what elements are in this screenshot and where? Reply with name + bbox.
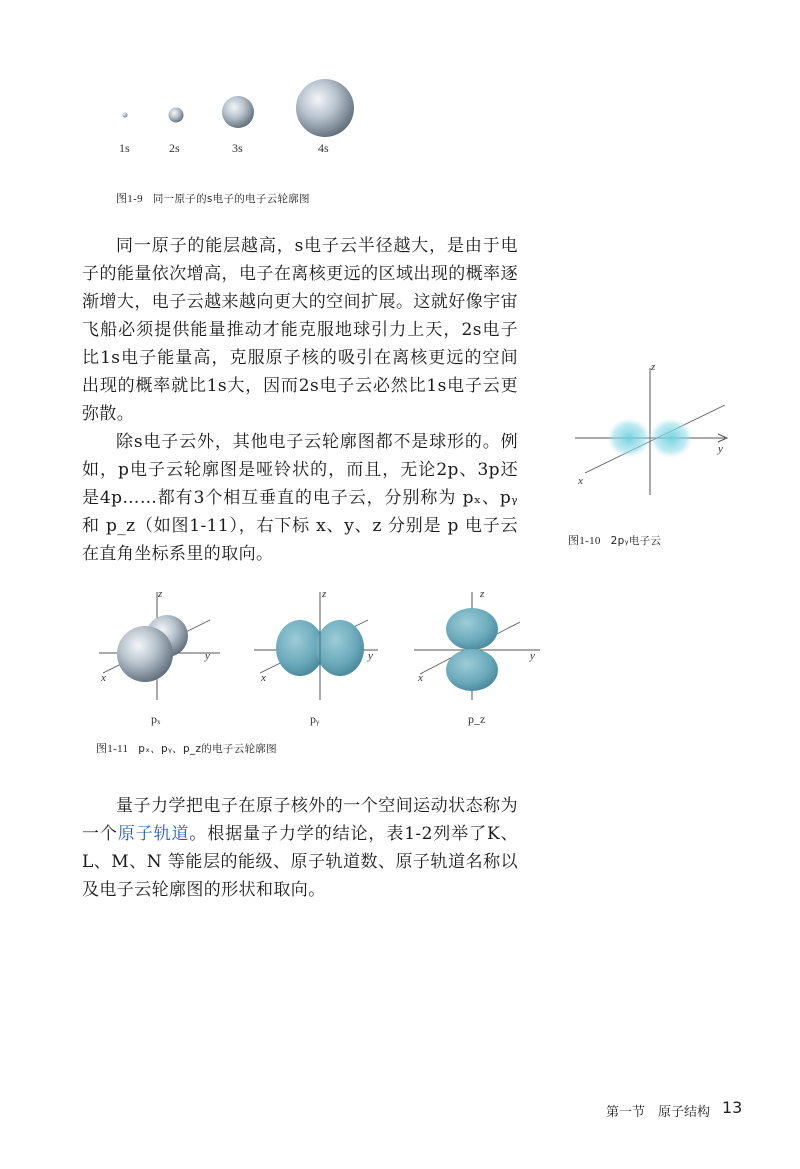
label-3s: 3s <box>232 141 243 155</box>
label-2s: 2s <box>169 141 180 155</box>
figure-1-11-caption <box>96 740 277 756</box>
label-4s: 4s <box>318 141 329 155</box>
paragraph-2: 除s电子云外，其他电子云轮廓图都不是球形的。例如，p电子云轮廓图是哑铃状的，而且，无论2p、3p还是4p……都有3个相互垂直的电子云，分别称为 pₓ、pᵧ 和 p_z（如图1-11），右下标 x、y、z 分别是 p 电子云在直角坐标系里的取向。 <box>82 432 518 564</box>
axis-z-label: z <box>651 361 656 373</box>
px-orbital <box>95 588 225 703</box>
axis-y-label: y <box>205 650 210 662</box>
caption-number: 图1-10 <box>568 535 601 547</box>
axis-y-label: y <box>530 650 535 662</box>
label-py: pᵧ <box>310 712 320 726</box>
axis-z-label: z <box>322 588 327 600</box>
paragraph-3-pre: 量子力学把电子在原子核外的一个空间运动状态称为一个 <box>82 796 518 844</box>
axis-z-label: z <box>158 588 163 600</box>
axis-x-label: x <box>261 672 266 684</box>
caption-text: 2pᵧ电子云 <box>610 535 662 547</box>
sphere-4s <box>296 79 354 137</box>
pz-orbital <box>410 588 545 703</box>
axis-x-label: x <box>101 672 106 684</box>
axis-y-label: y <box>718 443 723 455</box>
paragraph-3-post: 。根据量子力学的结论，表1-2列举了K、L、M、N 等能层的能级、原子轨道数、原子轨道名称以及电子云轮廓图的形状和取向。 <box>82 824 518 900</box>
paragraph-3 <box>82 792 518 904</box>
axis-x-label: x <box>418 672 423 684</box>
sphere-1s <box>123 113 128 118</box>
sphere-3s <box>222 96 254 128</box>
py-orbital <box>250 588 380 703</box>
axis-y-label: y <box>368 650 373 662</box>
figure-1-9-caption <box>116 190 310 206</box>
term-atomic-orbital: 原子轨道 <box>117 824 190 844</box>
caption-text: 同一原子的s电子的电子云轮廓图 <box>152 193 310 205</box>
axis-z-label: z <box>480 588 485 600</box>
sphere-2s <box>169 108 184 123</box>
footer-section-title: 第一节 原子结构 <box>606 1105 711 1120</box>
py-electron-cloud <box>565 360 745 500</box>
label-1s: 1s <box>119 141 130 155</box>
caption-number: 图1-9 <box>116 193 143 205</box>
page-number: 13 <box>722 1098 743 1117</box>
label-pz: p_z <box>468 712 486 726</box>
figure-1-10-caption <box>568 532 661 548</box>
axis-x-label: x <box>578 475 583 487</box>
caption-number: 图1-11 <box>96 743 129 755</box>
caption-text: pₓ、pᵧ、p_z的电子云轮廓图 <box>138 743 277 755</box>
s-orbital-spheres <box>110 75 370 145</box>
paragraph-1: 同一原子的能层越高，s电子云半径越大，是由于电子的能量依次增高，电子在离核更远的区域出现的概率逐渐增大，电子云越来越向更大的空间扩展。这就好像宇宙飞船必须提供能量推动才能克服地球引力上天，2s电子比1s电子能量高，克服原子核的吸引在离核更远的空间出现的概率就比1s大，因而2s电子云必然比1s电子云更弥散。 <box>82 236 518 424</box>
label-px: pₓ <box>151 712 161 726</box>
